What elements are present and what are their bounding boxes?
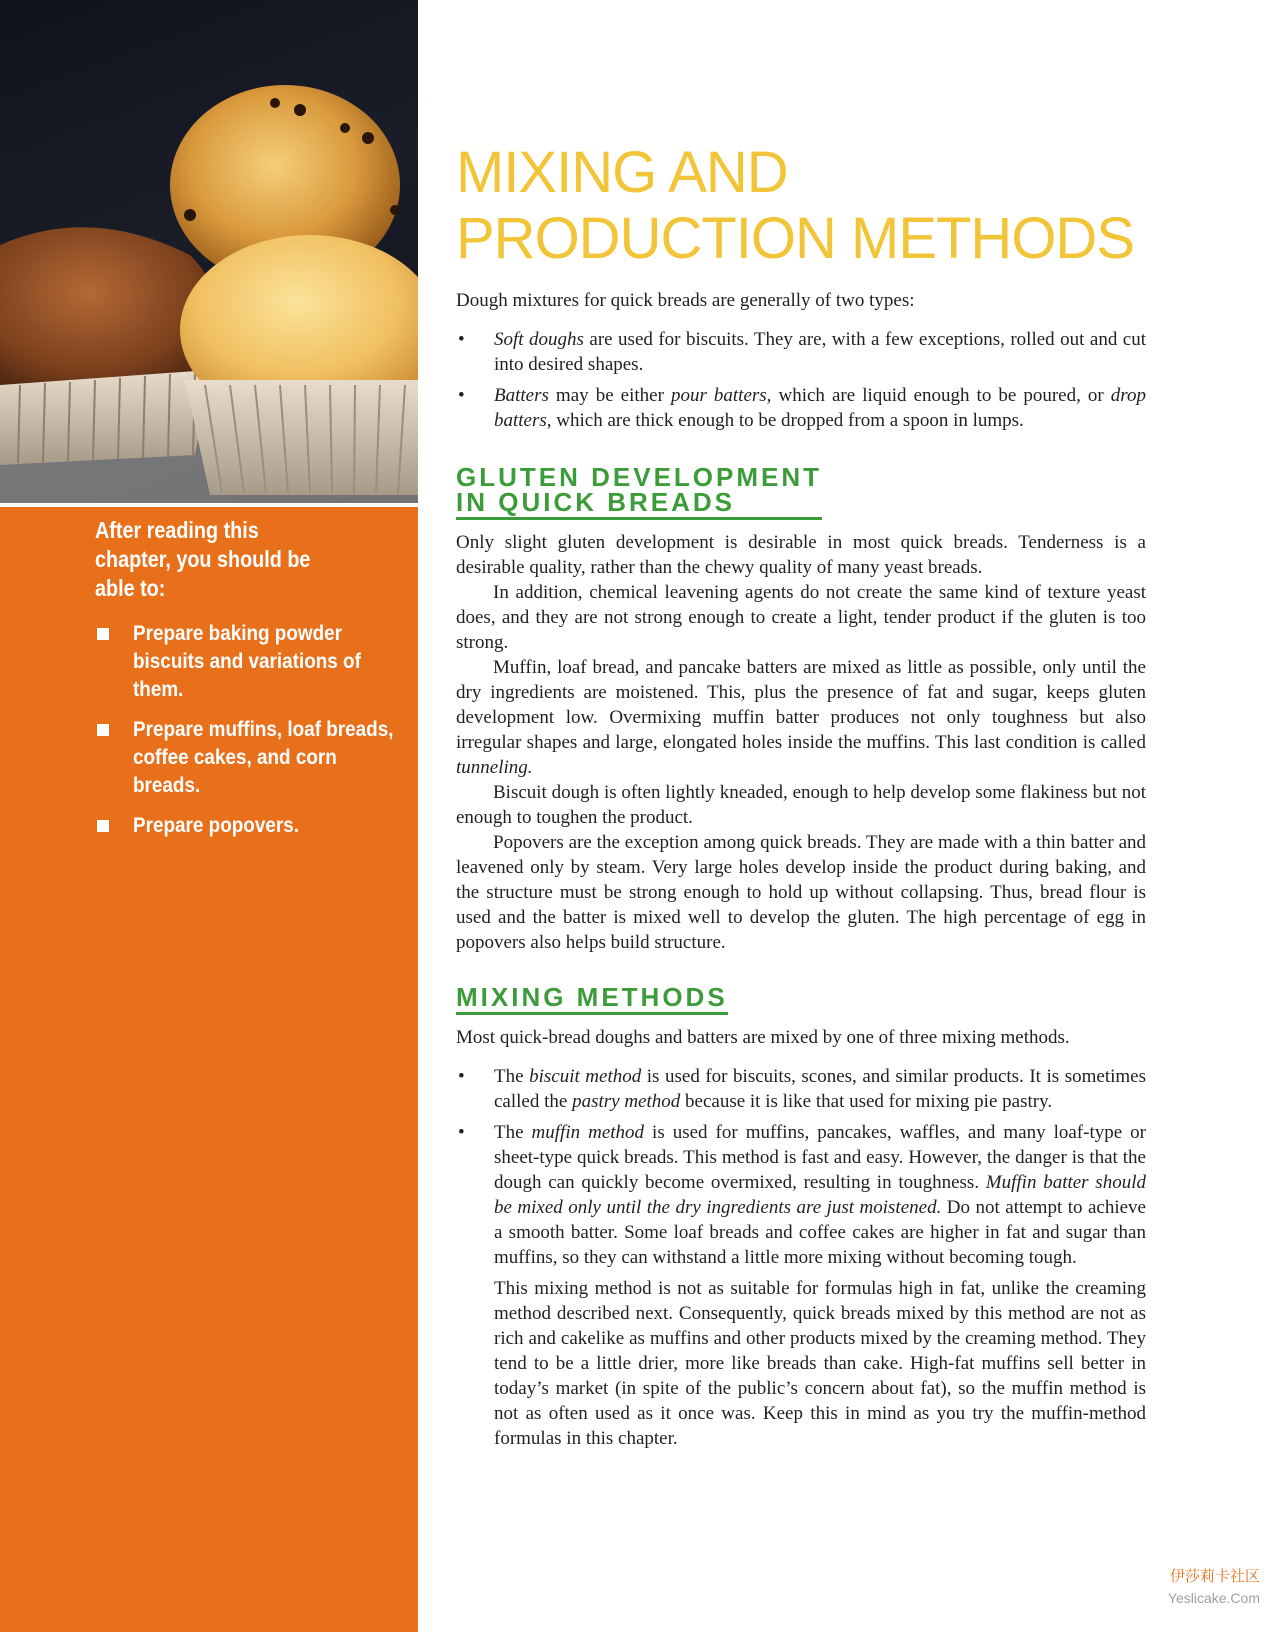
list-item: • The muffin method is used for muffins, pancakes, waffles, and many loaf-type or sheet-type quick breads. This method is fast and easy. However, the danger is that the dough can quickly become overmixed, resulting in toughness. Muffin batter should be mixed only until the dry ingredients are just moistened. Do not attempt to achieve a smooth batter. Some loaf breads and coffee cakes are higher in fat and sugar than muffins, so they can withstand a little more mixing without becoming tough. This mixing method is not as suitable for formulas high in fat, unlike the creaming method described next. Consequently, quick breads mixed by this method are not as rich and cakelike as muffins and other products mixed by the creaming method. They tend to be a little drier, more like breads than cake. High-fat muffins sell better in today’s market (in spite of the public’s concern about fat), so the muffin method is not as often used as it once was. Keep this in mind as you try the muffin-method formulas in this chapter. (458, 1122, 1146, 1449)
paragraph: In addition, chemical leavening agents do not create the same kind of texture yeast does, and they are not strong enough to create a light, tender product if the gluten is too strong. (456, 582, 1146, 653)
watermark: 伊莎莉卡社区 Yeslicake.Com (1167, 1567, 1260, 1606)
main-content (456, 140, 1146, 1457)
muffins-photo (0, 0, 418, 503)
bullet-icon: • (458, 1122, 465, 1143)
paragraph: Muffin, loaf bread, and pancake batters are mixed as little as possible, only until the dry ingredients are moistened. This, plus the presence of fat and sugar, keeps gluten development low. Overmixing muffin batter produces not only toughness but also irregular shapes and large, elongated holes inside the muffins. This last condition is called tunneling. (456, 657, 1146, 778)
square-bullet-icon (97, 628, 109, 640)
objective-item: Prepare popovers. (95, 812, 415, 840)
dough-types-list (456, 327, 1146, 433)
objective-item: Prepare muffins, loaf breads, coffee cakes, and corn breads. (95, 716, 415, 800)
paragraph: Biscuit dough is often lightly kneaded, enough to help develop some flakiness but not enough to toughen the product. (456, 782, 1146, 828)
section-heading-mixing: MIXING METHODS (456, 985, 728, 1015)
bullet-icon: • (458, 1066, 465, 1087)
mixing-methods-list (456, 1064, 1146, 1451)
bullet-icon: • (458, 329, 465, 350)
bullet-icon: • (458, 385, 465, 406)
paragraph: This mixing method is not as suitable for formulas high in fat, unlike the creaming method described next. Consequently, quick breads mixed by this method are not as rich and cakelike as muffins and other products mixed by the creaming method. They tend to be a little drier, more like breads than cake. High-fat muffins sell better in today’s market (in spite of the public’s concern about fat), so the muffin method is not as often used as it once was. Keep this in mind as you try the muffin-method formulas in this chapter. (494, 1278, 1146, 1449)
objectives-list (95, 620, 415, 852)
paragraph: Only slight gluten development is desirable in most quick breads. Tenderness is a desirable quality, rather than the chewy quality of many yeast breads. (456, 532, 1146, 578)
square-bullet-icon (97, 724, 109, 736)
paragraph: Popovers are the exception among quick breads. They are made with a thin batter and leavened only by steam. Very large holes develop inside the product during baking, and the structure must be strong enough to hold up without collapsing. Thus, bread flour is used and the batter is mixed well to develop the gluten. The high percentage of egg in popovers also helps build structure. (456, 832, 1146, 953)
list-item: • Batters may be either pour batters, which are liquid enough to be poured, or drop batters, which are thick enough to be dropped from a spoon in lumps. (458, 385, 1146, 431)
list-item: • The biscuit method is used for biscuits, scones, and similar products. It is sometimes called the pastry method because it is like that used for mixing pie pastry. (458, 1066, 1146, 1112)
objective-item: Prepare baking powder biscuits and variations of them. (95, 620, 415, 704)
paragraph: Most quick-bread doughs and batters are mixed by one of three mixing methods. (456, 1027, 1070, 1048)
intro-paragraph: Dough mixtures for quick breads are generally of two types: (456, 290, 915, 311)
section-heading-gluten: GLUTEN DEVELOPMENT IN QUICK BREADS (456, 465, 822, 520)
page-title: MIXING AND PRODUCTION METHODS (456, 140, 1134, 271)
square-bullet-icon (97, 820, 109, 832)
list-item: • Soft doughs are used for biscuits. They are, with a few exceptions, rolled out and cut into desired shapes. (458, 329, 1146, 375)
objectives-intro: After reading this chapter, you should be able to: (95, 517, 311, 601)
